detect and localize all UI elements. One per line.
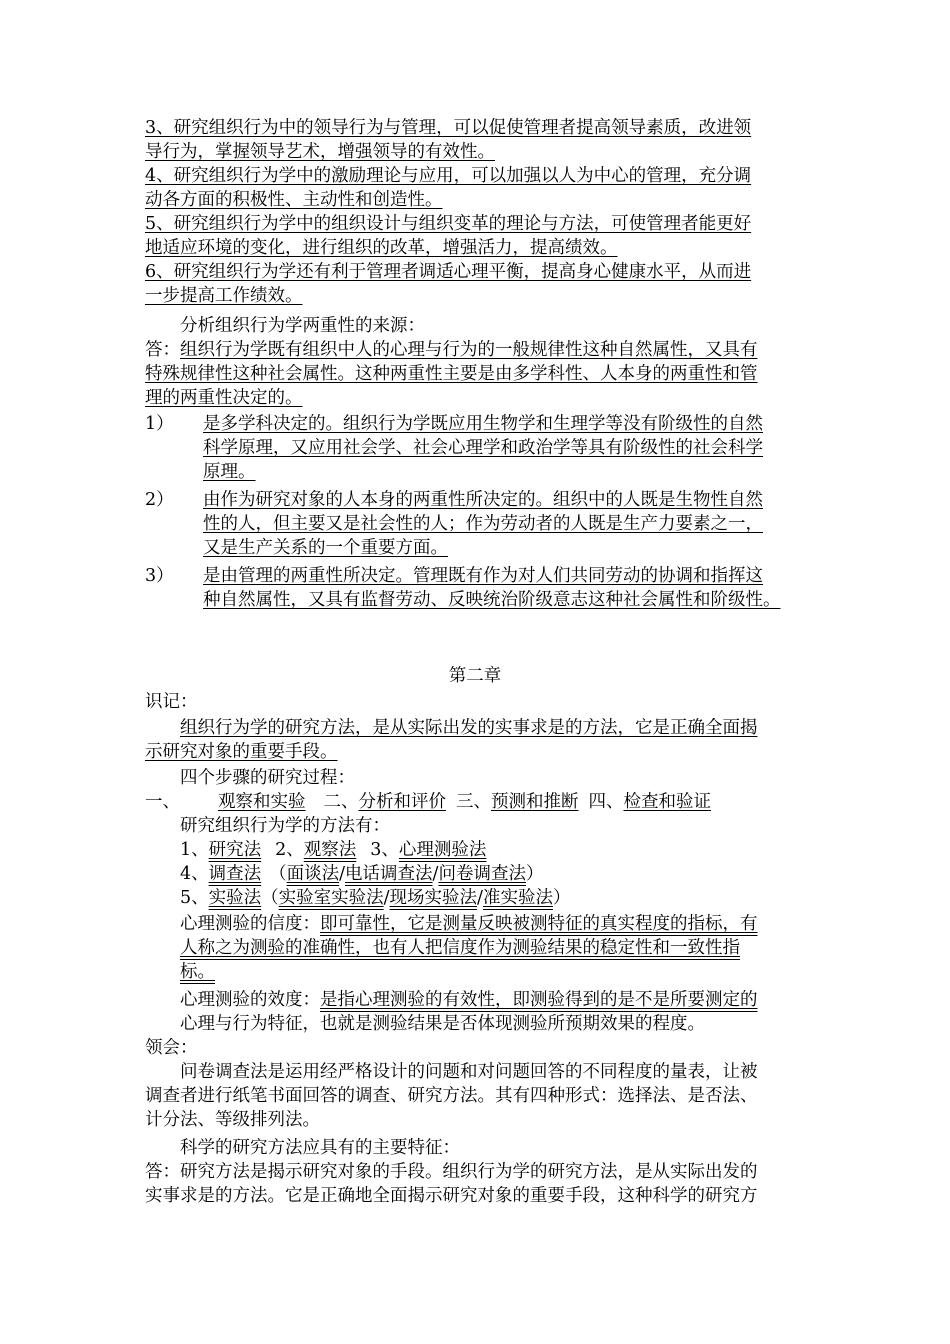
term-definition: 心理与行为特征，也就是测验结果是否体现测验所预期效果的程度。: [180, 1014, 705, 1034]
step-text: 预测和推断: [491, 792, 579, 812]
answer-prefix: 答：: [145, 340, 180, 360]
methods-heading: 研究组织行为学的方法有：: [180, 816, 390, 836]
paragraph-line: 示研究对象的重要手段。: [145, 742, 338, 762]
paragraph-line: 动各方面的积极性、主动性和创造性。: [145, 190, 443, 210]
paragraph-line: 5、研究组织行为学中的组织设计与组织变革的理论与方法，可使管理者能更好: [145, 214, 752, 234]
methods-row: [180, 862, 850, 886]
step-number: 一、: [145, 792, 180, 812]
steps-row: [145, 790, 815, 814]
answer-line: 特殊规律性这种社会属性。这种两重性主要是由多学科性、人本身的两重性和管: [145, 364, 758, 384]
answer-text: 组织行为学既有组织中人的心理与行为的一般规律性这种自然属性，又具有: [180, 340, 758, 360]
list-number: 3）: [145, 566, 174, 586]
term-label: 心理测验的信度：: [180, 914, 320, 934]
list-item-line: 由作为研究对象的人本身的两重性所决定的。组织中的人既是生物性自然: [203, 490, 763, 510]
step-text: 检查和验证: [623, 792, 711, 812]
paragraph-line: 6、研究组织行为学还有利于管理者调适心理平衡，提高身心健康水平，从而进: [145, 262, 752, 282]
method-text: 问卷调查法: [438, 864, 526, 884]
paragraph-line: 3、研究组织行为中的领导行为与管理，可以促使管理者提高领导素质，改进领: [145, 118, 752, 138]
separator: /: [383, 888, 390, 908]
method-number: 2、: [275, 840, 304, 860]
separator: /: [477, 888, 483, 908]
step-number: 四、: [588, 792, 624, 812]
method-text: 心理测验法: [398, 840, 487, 860]
method-text: 准实验法: [482, 888, 553, 908]
paragraph-line: 地适应环境的变化，进行组织的改革，增强活力，提高绩效。: [145, 238, 618, 258]
answer-line: 实事求是的方法。它是正确地全面揭示研究对象的重要手段，这种科学的研究方: [145, 1186, 758, 1206]
method-text: 面谈法: [286, 864, 340, 884]
separator: /: [432, 864, 439, 884]
answer-line: [145, 338, 815, 362]
list-number: 1）: [145, 414, 174, 434]
paragraph-line: 调查者进行纸笔书面回答的调查、研究方法。其有四种形式：选择法、是否法、: [145, 1086, 758, 1106]
paragraph-line: 导行为，掌握领导艺术，增强领导的有效性。: [145, 142, 495, 162]
term-definition: 标。: [180, 962, 215, 982]
chapter-title: 第二章: [448, 666, 502, 686]
answer-line: 答：研究方法是揭示研究对象的手段。组织行为学的研究方法，是从实际出发的: [145, 1162, 758, 1182]
step-number: 二、: [323, 792, 359, 812]
method-number: 1、: [180, 840, 209, 860]
section-label: 领会：: [145, 1038, 198, 1058]
term-definition: 人称之为测验的准确性，也有人把信度作为测验结果的稳定性和一致性指: [180, 938, 740, 958]
paragraph-line: 计分法、等级排列法。: [145, 1110, 320, 1130]
method-text: 电话调查法: [345, 864, 433, 884]
term-definition: 是指心理测验的有效性，即测验得到的是不是所要测定的: [320, 990, 758, 1010]
step-number: 三、: [456, 792, 491, 812]
step-text: 观察和实验: [218, 792, 306, 812]
question-heading: 科学的研究方法应具有的主要特征：: [180, 1138, 460, 1158]
list-item-line: 原理。: [203, 462, 256, 482]
list-item-line: 又是生产关系的一个重要方面。: [203, 538, 448, 558]
reliability-line: [180, 912, 850, 936]
term-definition: 即可靠性，它是测量反映被测特征的真实程度的指标，有: [320, 914, 758, 934]
paragraph-line: 一步提高工作绩效。: [145, 286, 303, 306]
method-text: 调查法: [208, 864, 262, 884]
method-text: 观察法: [303, 840, 357, 860]
validity-line: [180, 988, 850, 1012]
method-number: 3、: [370, 840, 399, 860]
methods-row: [180, 886, 850, 910]
step-text: 分析和评价: [358, 792, 446, 812]
question-heading: 分析组织行为学两重性的来源：: [180, 316, 425, 336]
paren: ）: [525, 864, 544, 884]
answer-line: 理的两重性决定的。: [145, 388, 303, 408]
list-number: 2）: [145, 490, 174, 510]
list-item-line: 是多学科决定的。组织行为学既应用生物学和生理学等没有阶级性的自然: [203, 414, 763, 434]
list-item-line: 种自然属性，又具有监督劳动、反映统治阶级意志这种社会属性和阶级性。: [203, 590, 781, 610]
paren: ）: [552, 888, 571, 908]
paragraph-line: 4、研究组织行为学中的激励理论与应用，可以加强以人为中心的管理，充分调: [145, 166, 752, 186]
list-item-line: 是由管理的两重性所决定。管理既有作为对人们共同劳动的协调和指挥这: [203, 566, 763, 586]
steps-heading: 四个步骤的研究过程：: [180, 768, 355, 788]
methods-row: [180, 838, 850, 862]
method-number: 4、: [180, 864, 209, 884]
list-item-line: 性的人，但主要又是社会性的人；作为劳动者的人既是生产力要素之一，: [203, 514, 763, 534]
paragraph-line: 组织行为学的研究方法，是从实际出发的实事求是的方法，它是正确全面揭: [180, 718, 758, 738]
term-label: 心理测验的效度：: [180, 990, 320, 1010]
method-number: 5、: [180, 888, 209, 908]
method-text: 研究法: [208, 840, 262, 860]
method-text: 实验室实验法: [278, 888, 384, 908]
method-text: 现场实验法: [389, 888, 478, 908]
paren: （: [269, 864, 287, 884]
list-item-line: 科学原理，又应用社会学、社会心理学和政治学等具有阶级性的社会科学: [203, 438, 763, 458]
separator: /: [339, 864, 346, 884]
method-text: 实验法: [208, 888, 262, 908]
section-label: 识记：: [145, 692, 198, 712]
paragraph-line: 问卷调查法是运用经严格设计的问题和对问题回答的不同程度的量表，让被: [180, 1062, 758, 1082]
paren: （: [261, 888, 279, 908]
